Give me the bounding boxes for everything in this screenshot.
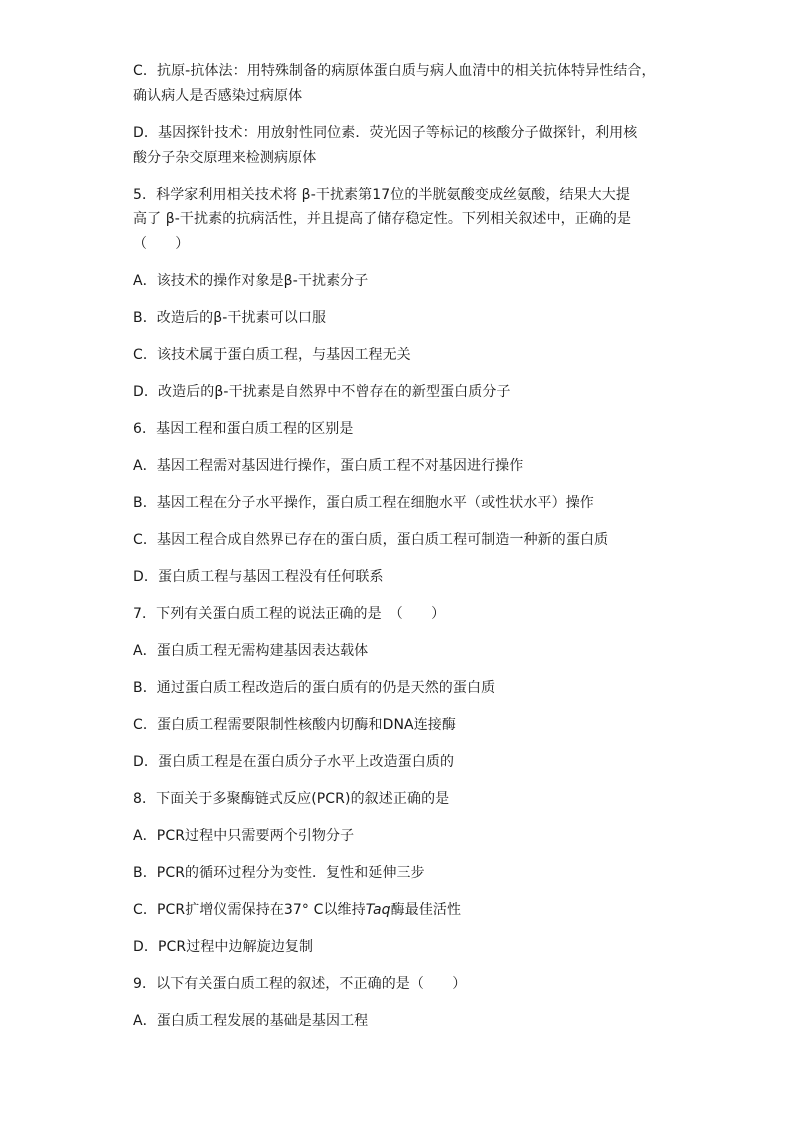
option-c-prefix: C．PCR扩增仪需保持在37° C以维持: [133, 902, 366, 918]
option-c: C．蛋白质工程需要限制性核酸内切酶和DNA连接酶: [133, 717, 457, 733]
question-7-stem: 7．下列有关蛋白质工程的说法正确的是 （ ）: [133, 606, 446, 622]
option-a: A．PCR过程中只需要两个引物分子: [133, 828, 355, 844]
text-line: D．基因探针技术：用放射性同位素．荧光因子等标记的核酸分子做探针，利用核: [133, 125, 638, 141]
question-9-stem: 9．以下有关蛋白质工程的叙述，不正确的是（ ）: [133, 976, 467, 992]
option-c: [133, 901, 673, 919]
option-b: B．基因工程在分子水平操作，蛋白质工程在细胞水平（或性状水平）操作: [133, 495, 594, 511]
text-line: 高了 β-干扰素的抗病活性，并且提高了储存稳定性。下列相关叙述中，正确的是: [133, 211, 632, 227]
question-6-stem: 6．基因工程和蛋白质工程的区别是: [133, 421, 354, 437]
option-c: C．基因工程合成自然界已存在的蛋白质，蛋白质工程可制造一种新的蛋白质: [133, 532, 609, 548]
option-d: D．蛋白质工程与基因工程没有任何联系: [133, 569, 384, 585]
option-c-suffix: 酶最佳活性: [390, 902, 462, 918]
option-c: C．该技术属于蛋白质工程，与基因工程无关: [133, 347, 411, 363]
option-b: B．通过蛋白质工程改造后的蛋白质有的仍是天然的蛋白质: [133, 680, 496, 696]
taq-enzyme-name: Taq: [365, 902, 391, 918]
option-b: B．PCR的循环过程分为变性．复性和延伸三步: [133, 865, 425, 881]
answer-blank: （ ）: [133, 236, 190, 252]
text-line: 确认病人是否感染过病原体: [133, 88, 303, 104]
option-d: D．PCR过程中边解旋边复制: [133, 939, 314, 955]
option-d: D．改造后的β-干扰素是自然界中不曾存在的新型蛋白质分子: [133, 384, 511, 400]
text-line: 酸分子杂交原理来检测病原体: [133, 150, 317, 166]
question-5-stem: 5．科学家利用相关技术将 β-干扰素第17位的半胱氨酸变成丝氨酸，结果大大提: [133, 187, 630, 203]
option-d: D．蛋白质工程是在蛋白质分子水平上改造蛋白质的: [133, 754, 455, 770]
option-b: B．改造后的β-干扰素可以口服: [133, 310, 327, 326]
option-a: A．基因工程需对基因进行操作，蛋白质工程不对基因进行操作: [133, 458, 524, 474]
option-a: A．蛋白质工程发展的基础是基因工程: [133, 1013, 369, 1029]
option-a: A．该技术的操作对象是β-干扰素分子: [133, 273, 369, 289]
text-line: C．抗原-抗体法：用特殊制备的病原体蛋白质与病人血清中的相关抗体特异性结合，: [133, 63, 656, 79]
question-8-stem: 8．下面关于多聚酶链式反应(PCR)的叙述正确的是: [133, 791, 450, 807]
option-a: A．蛋白质工程无需构建基因表达载体: [133, 643, 369, 659]
